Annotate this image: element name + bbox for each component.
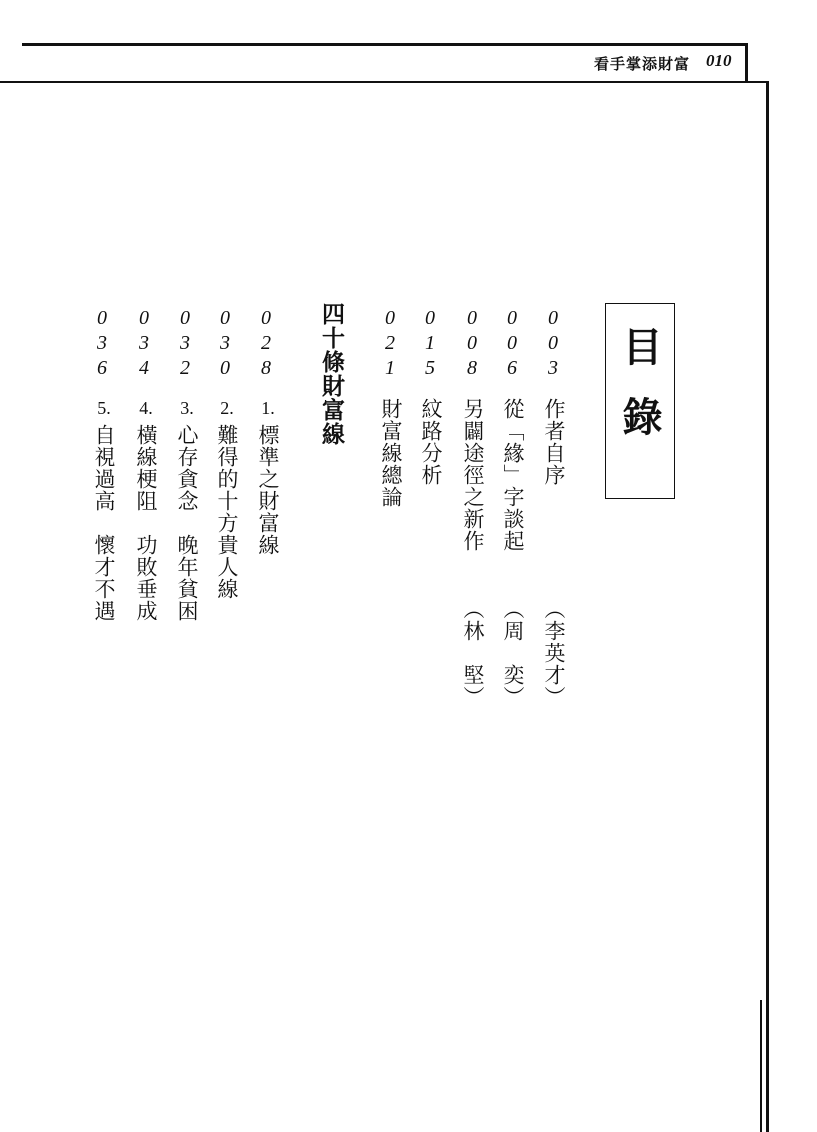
toc-entry-page: 0 0 3 [548,307,558,379]
toc-entry-title: 另闢途徑之新作 [461,398,485,552]
toc-entry-page: 0 0 6 [507,307,517,379]
toc-entry-page: 0 2 1 [385,307,395,379]
toc-subentry-page: 0 2 8 [261,307,271,379]
toc-subentry-title: 自視過高 懷才不遇 [92,424,116,622]
toc-subentry-page: 0 3 4 [139,307,149,379]
toc-entry-title: 作者自序 [542,398,566,486]
toc-subentry-page: 0 3 0 [220,307,230,379]
toc-title: 目錄 [616,326,662,466]
section-heading: 四十條財富線 [318,302,344,446]
toc-subentry-title: 心存貪念 晚年貧困 [175,424,199,622]
toc-subentry-number: 1. [261,398,275,418]
toc-entry-title: 從「緣」字談起 [501,398,525,552]
toc-subentry-number: 2. [220,398,234,418]
toc-entry-author: （周 奕） [501,598,525,708]
header-top-rule [22,43,747,46]
page-right-border-inner [760,1000,762,1132]
header-bottom-rule [0,81,768,83]
toc-subentry-number: 5. [97,398,111,418]
toc-subentry-number: 3. [180,398,194,418]
toc-entry-title: 紋路分析 [419,398,443,486]
toc-subentry-title: 標準之財富線 [256,424,280,556]
toc-entry-author: （李英才） [542,598,566,708]
toc-title-box [605,303,675,499]
toc-subentry-number: 4. [139,398,153,418]
toc-entry-page: 0 1 5 [425,307,435,379]
toc-entry-page: 0 0 8 [467,307,477,379]
header-right-border [745,43,748,83]
page-number: 010 [706,51,732,70]
toc-subentry-page: 0 3 6 [97,307,107,379]
toc-entry-title: 財富線總論 [379,398,403,508]
page-right-border [766,81,769,1132]
toc-subentry-title: 橫線梗阻 功敗垂成 [134,424,158,622]
running-header-title: 看手掌添財富 [593,55,690,73]
toc-entry-author: （林 堅） [461,598,485,708]
toc-subentry-page: 0 3 2 [180,307,190,379]
toc-subentry-title: 難得的十方貴人線 [215,424,239,600]
